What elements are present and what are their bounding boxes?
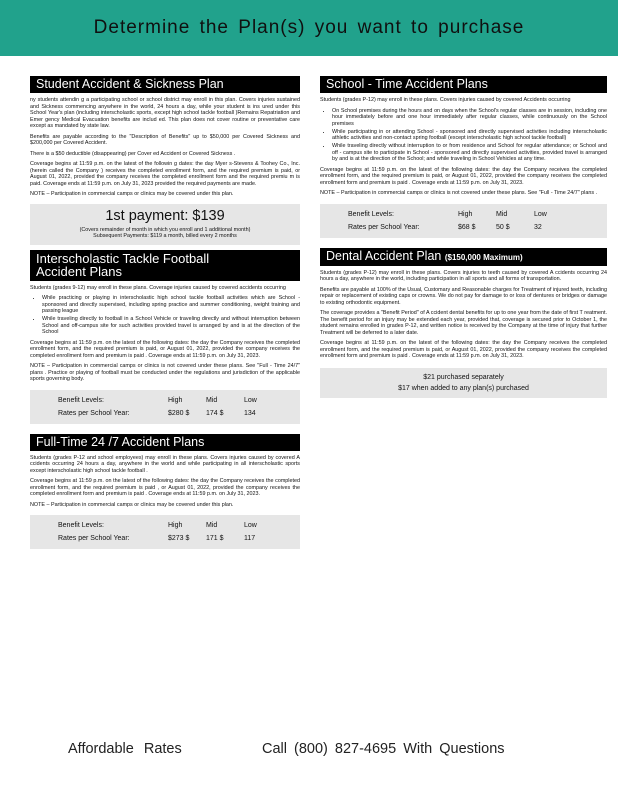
level-high: High — [458, 210, 473, 218]
rate-mid: 50 $ — [496, 223, 510, 231]
dental-price-box — [320, 368, 607, 398]
dental-heading-title: Dental Accident Plan — [326, 248, 442, 263]
football-heading-line2: Accident Plans — [36, 264, 122, 280]
dental-plan-heading — [320, 248, 607, 266]
rate-high: $68 $ — [458, 223, 476, 231]
header-banner — [0, 0, 618, 56]
level-high: High — [168, 396, 183, 404]
rates-label: Rates per School Year: — [58, 409, 130, 417]
football-intro: Students (grades 9-12) may enroll in these plans. Coverage injuries caused by covered accidents occurring — [30, 284, 286, 291]
fulltime-coverage: Coverage begins at 11:59 p.m. on the latest of the following dates: the day the Company receives the completed enrollment form, and the required premium is paid , or August 01, 2022, provided the company receives the completed enrollment form and premium is paid . Coverage ends at 11:59 p.m. on July 31, 2023. — [30, 478, 300, 498]
footer-tagline: Affordable Rates — [68, 741, 182, 757]
payment-box — [30, 204, 300, 245]
schooltime-bullets — [332, 108, 607, 163]
dental-price-added: $17 when added to any plan(s) purchased — [398, 384, 529, 392]
rates-label: Rates per School Year: — [58, 535, 130, 543]
level-low: Low — [244, 522, 257, 530]
payment-coverage-note: (Covers remainder of month in which you enroll and 1 additional month) — [79, 226, 251, 233]
benefit-levels-label: Benefit Levels: — [348, 210, 394, 218]
student-plan-paragraph: Coverage begins at 11:59 p.m. on the latest of the followin g dates: the day Myer s-Stevens & Toohey Co., Inc. (herein called the Company ) receives the completed enrollment form, and the required premium is paid, or August 01, 2022, provided the company receives the completed enrollment form and the required premiu m is paid. Coverage ends at 11:59 p.m. on July 31, 2023 provided the required payments are made. — [30, 161, 300, 187]
list-item: • While traveling directly without interruption to or from residence and School for regular attendance; or School and off - campus site to participate in School - sponsored and directly supervised activities, provided travel is arranged by and is at the direction of the School; and while traveling in School Vehicles at any time. — [332, 143, 607, 163]
table-row — [348, 208, 572, 221]
football-bullets — [42, 295, 300, 336]
benefit-levels-label: Benefit Levels: — [58, 522, 104, 530]
table-row — [58, 519, 282, 532]
rate-low: 134 — [244, 409, 256, 417]
table-row — [58, 532, 282, 545]
rate-high: $273 $ — [168, 535, 190, 543]
table-row — [58, 394, 282, 407]
football-note: NOTE – Participation in commercial camps or clinics is not covered under these plans. See "Full - Time 24/7" plans . Practice or playing of football must be conducted under the regulations and jurisdiction of the applicable sports governing body. — [30, 363, 300, 383]
schooltime-rates-box — [320, 204, 607, 238]
subsequent-payments: Subsequent Payments: $119 a month, billed every 2 months — [93, 233, 237, 240]
football-heading-line1: Interscholastic Tackle Football — [36, 250, 210, 266]
page-title: Determine the Plan(s) you want to purchase — [93, 17, 525, 38]
fulltime-plan-heading: Full-Time 24 /7 Accident Plans — [30, 434, 300, 451]
dental-heading-maximum: ($150,000 Maximum) — [444, 252, 523, 262]
list-item: • While traveling directly to football in a School Vehicle or traveling directly and without interruption between School and off-campus site for such activities provided travel is arranged by and is at the direction of the School — [42, 316, 300, 336]
dental-paragraph: Benefits are payable at 100% of the Usual, Customary and Reasonable charges for Treatment of injured teeth, including repair or replacement of existing caps or crowns. We do not pay for damage to or loss of dentures or bridges or damage to existing orthodontic equipment. — [320, 286, 607, 306]
level-mid: Mid — [206, 522, 218, 530]
schooltime-coverage: Coverage begins at 11:59 p.m. on the latest of the following dates: the day the Company receives the completed enrollment form, and the required premium is paid, or August 01, 2022, provided the company receives the completed enrollment form and premium is paid . Coverage ends at 11:59 p.m. on July 31, 2023. — [320, 166, 607, 186]
table-row — [348, 221, 572, 234]
football-rates-table — [58, 394, 282, 420]
rate-low: 117 — [244, 535, 256, 543]
schooltime-rates-table — [348, 208, 572, 234]
dental-paragraph: Coverage begins at 11:59 p.m. on the latest of the following dates: the day the Company receives the completed enrollment form, and the required premium is paid, or August 01, 2022, provided the company receives the completed enrollment form and premium is paid . Coverage ends at 11:59 p.m. on July 31, 2023. — [320, 340, 607, 359]
right-column — [320, 76, 607, 398]
level-low: Low — [534, 210, 547, 218]
student-plan-paragraph: Benefits are payable according to the "Description of Benefits" up to $50,000 per Covered Sickness and $200,000 per Covered Accident. — [30, 133, 300, 146]
student-plan-note: NOTE – Participation in commercial camps or clinics may be covered under this plan. — [30, 191, 234, 197]
level-mid: Mid — [496, 210, 508, 218]
fulltime-rates-box — [30, 515, 300, 549]
schooltime-plan-heading: School - Time Accident Plans — [320, 76, 607, 93]
list-item: • On School premises during the hours and on days when the School's regular classes are in session, including one hour immediately before and one hour immediately after regular classes, while continuously on the School premises — [332, 108, 607, 128]
student-plan-paragraph: ny students attendin g a participating school or school district may enroll in this plan. Covers injuries sustained and Sickness commencing anywhere in the world, 24 hours a day, while your student is ins ured under this School Year's plan (including interscholastic sports, except high school tackle football )Remains Repatriation and Emer gency Medical Evacuation benefits are includ ed. This plan does not cover routine or preventative care except as mandated by state law. — [30, 97, 300, 129]
football-rates-box — [30, 390, 300, 424]
dental-price-separate: $21 purchased separately — [423, 373, 504, 381]
football-coverage: Coverage begins at 11:59 p.m. on the latest of the following dates: the day the Company receives the completed enrollment form, and the required premium is paid, or August 01, 2022, provided the company receives the completed enrollment form and premium is paid . Coverage ends at 11:59 p.m. on July 31, 2023. — [30, 339, 300, 359]
list-item: • While participating in or attending School - sponsored and directly supervised activities including interscholastic athletic activities and non-contact spring football (except interscholastic high school tackle football) — [332, 129, 607, 142]
schooltime-intro: Students (grades P-12) may enroll in these plans. Covers injuries caused by covered Accidents occurring — [320, 97, 571, 103]
student-plan-heading: Student Accident & Sickness Plan — [30, 76, 300, 93]
dental-paragraph: The coverage provides a "Benefit Period" of A ccident dental benefits for up to one year from the date of first T reatment. The benefit period for an injury may be extended each year, provided that, coverage is secured prior to October 1, the student remains enrolled in grades P-12, and written notice is received by the Company at the time of injury that further Treatment will be deferred to a later date. — [320, 310, 607, 336]
level-mid: Mid — [206, 396, 218, 404]
left-column — [30, 76, 300, 559]
benefit-levels-label: Benefit Levels: — [58, 396, 104, 404]
dental-paragraph: Students (grades P-12) may enroll in these plans. Covers injuries to teeth caused by covered A ccidents occurring 24 hours a day, anywhere in the world, including participation in all sports and all forms of transportation. — [320, 269, 607, 282]
rate-high: $280 $ — [168, 409, 190, 417]
rates-label: Rates per School Year: — [348, 223, 420, 231]
list-item: • While practicing or playing in interscholastic high school tackle football activities which are School - sponsored and directly supervised, including spring practice and summer conditioning, weight training and passing league — [42, 295, 300, 315]
table-row — [58, 407, 282, 420]
footer-contact: Call (800) 827-4695 With Questions — [262, 741, 505, 757]
fulltime-rates-table — [58, 519, 282, 545]
level-low: Low — [244, 396, 257, 404]
student-plan-paragraph: There is a $50 deductible (disappearing) per Cover ed Accident or Covered Sickness . — [30, 150, 236, 157]
football-plan-heading — [30, 250, 300, 281]
rate-mid: 171 $ — [206, 535, 224, 543]
fulltime-note: NOTE – Participation in commercial camps or clinics may be covered under this plan. — [30, 501, 234, 508]
first-payment: 1st payment: $139 — [105, 207, 225, 224]
rate-mid: 174 $ — [206, 409, 224, 417]
level-high: High — [168, 522, 183, 530]
rate-low: 32 — [534, 223, 542, 231]
schooltime-note: NOTE – Participation in commercial camps or clinics is not covered under these plans. See "Full - Time 24/7" plans . — [320, 190, 598, 196]
fulltime-intro: Students (grades P-12 and school employees) may enroll in these plans. Covers injuries caused by covered A ccidents occurring 24 hours a day, anywhere in the world and while participating in all interscholastic sports except interscholastic high school tackle football . — [30, 454, 300, 474]
